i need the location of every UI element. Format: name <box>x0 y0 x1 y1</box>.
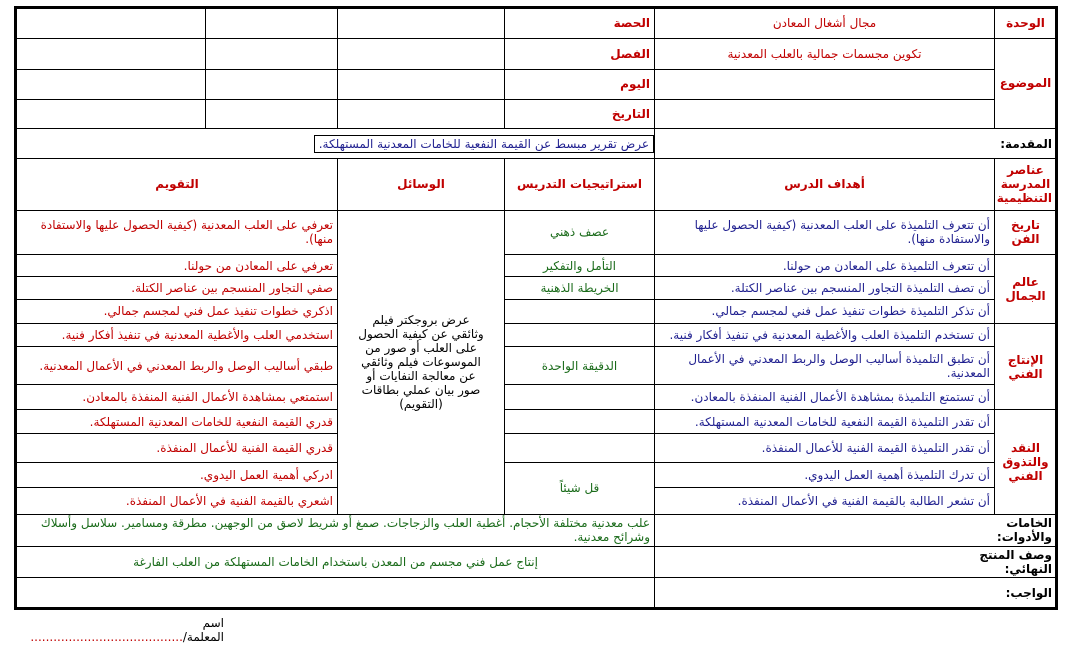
objective-cell: أن تتعرف التلميذة على العلب المعدنية (كيفية الحصول عليها والاستفادة منها). <box>655 210 995 254</box>
date-cell-2 <box>206 99 338 129</box>
evaluation-cell: قدري القيمة النفعية للخامات المعدنية المستهلكة. <box>17 409 338 433</box>
topic-label: الموضوع <box>995 38 1057 129</box>
evaluation-cell: استخدمي العلب والأغطية المعدنية في تنفيذ أفكار فنية. <box>17 324 338 346</box>
homework-row <box>17 578 1057 608</box>
evaluation-cell: صفي التجاور المنسجم بين عناصر الكتلة. <box>17 277 338 299</box>
teacher-signature-line <box>24 616 224 644</box>
intro-text-cell <box>17 129 655 159</box>
header-row-unit <box>17 9 1057 39</box>
objective-cell: أن تقدر التلميذة القيمة الفنية للأعمال المنفذة. <box>655 434 995 463</box>
strategy-cell: الخريطة الذهنية <box>505 277 655 299</box>
day-cell-2 <box>206 70 338 100</box>
evaluation-cell: استمتعي بمشاهدة الأعمال الفنية المنفذة بالمعادن. <box>17 385 338 409</box>
date-cell-1 <box>338 99 505 129</box>
objective-cell: أن تشعر الطالبة بالقيمة الفنية في الأعمال المنفذة. <box>655 488 995 515</box>
col-elements: عناصر المدرسة التنظيمية <box>995 158 1057 210</box>
class-label: الحصة <box>505 9 655 39</box>
media-text: عرض بروجكتر فيلم وثائقي عن كيفية الحصول على العلب أو صور من الموسوعات فيلم وثائقي عن معالجة النفايات أو صور بيان عملي بطاقات (التقويم) <box>358 313 484 412</box>
objective-cell: أن تدرك التلميذة أهمية العمل اليدوي. <box>655 462 995 488</box>
final-product-label: وصف المنتج النهائي: <box>655 546 1057 578</box>
strategy-cell: قل شيئاً <box>505 462 655 514</box>
header-row-date <box>17 99 1057 129</box>
objective-cell: أن تطبق التلميذة أساليب الوصل والربط المعدني في الأعمال المعدنية. <box>655 346 995 385</box>
intro-text: عرض تقرير مبسط عن القيمة النفعية للخامات المعدنية المستهلكة. <box>314 135 654 153</box>
unit-value: مجال أشغال المعادن <box>655 9 995 39</box>
date-value <box>655 99 995 129</box>
topic-value: تكوين مجسمات جمالية بالعلب المعدنية <box>655 38 995 70</box>
strategy-cell <box>505 324 655 346</box>
evaluation-cell: ادركي أهمية العمل اليدوي. <box>17 462 338 488</box>
class-cell-1 <box>338 9 505 39</box>
element-aesthetics: عالم الجمال <box>995 254 1057 323</box>
intro-row <box>17 129 1057 159</box>
evaluation-cell: تعرفي على المعادن من حولنا. <box>17 254 338 276</box>
header-row-topic <box>17 38 1057 70</box>
objective-row <box>17 277 1057 299</box>
strategy-cell: التأمل والتفكير <box>505 254 655 276</box>
day-cell-1 <box>338 70 505 100</box>
day-value <box>655 70 995 100</box>
objective-cell: أن تقدر التلميذة القيمة النفعية للخامات المعدنية المستهلكة. <box>655 409 995 433</box>
evaluation-cell: اشعري بالقيمة الفنية في الأعمال المنفذة. <box>17 488 338 515</box>
objective-row <box>17 210 1057 254</box>
objective-row <box>17 462 1057 488</box>
term-cell-1 <box>338 38 505 70</box>
objective-row <box>17 385 1057 409</box>
term-cell-2 <box>206 38 338 70</box>
col-evaluation: التقويم <box>17 158 338 210</box>
objective-row <box>17 346 1057 385</box>
date-label: التاريخ <box>505 99 655 129</box>
teacher-dots: ........................................ <box>30 630 183 644</box>
columns-header-row <box>17 158 1057 210</box>
class-cell-2 <box>206 9 338 39</box>
objective-cell: أن تستخدم التلميذة العلب والأغطية المعدنية في تنفيذ أفكار فنية. <box>655 324 995 346</box>
materials-text: علب معدنية مختلفة الأحجام. أغطية العلب والزجاجات. صمغ أو شريط لاصق من الوجهين. مطرقة ومسامير. سلاسل وأسلاك وشرائح معدنية. <box>17 514 655 546</box>
strategy-cell <box>505 409 655 433</box>
materials-row <box>17 514 1057 546</box>
date-cell-3 <box>17 99 206 129</box>
objective-row <box>17 299 1057 323</box>
materials-label: الخامات والأدوات: <box>655 514 1057 546</box>
objective-cell: أن تستمتع التلميذة بمشاهدة الأعمال الفنية المنفذة بالمعادن. <box>655 385 995 409</box>
col-objectives: أهداف الدرس <box>655 158 995 210</box>
objective-row <box>17 324 1057 346</box>
unit-label: الوحدة <box>995 9 1057 39</box>
col-strategies: استراتيجيات التدريس <box>505 158 655 210</box>
class-cell-3 <box>17 9 206 39</box>
col-media: الوسائل <box>338 158 505 210</box>
evaluation-cell: اذكري خطوات تنفيذ عمل فني لمجسم جمالي. <box>17 299 338 323</box>
evaluation-cell: تعرفي على العلب المعدنية (كيفية الحصول عليها والاستفادة منها). <box>17 210 338 254</box>
objective-row <box>17 254 1057 276</box>
strategy-cell <box>505 299 655 323</box>
objective-cell: أن تصف التلميذة التجاور المنسجم بين عناصر الكتلة. <box>655 277 995 299</box>
term-cell-3 <box>17 38 206 70</box>
media-cell <box>338 210 505 514</box>
objective-row <box>17 409 1057 433</box>
strategy-cell <box>505 434 655 463</box>
lesson-plan-table <box>16 8 1057 608</box>
element-criticism: النقد والتذوق الفني <box>995 409 1057 514</box>
evaluation-cell: قدري القيمة الفنية للأعمال المنفذة. <box>17 434 338 463</box>
element-art-production: الإنتاج الفني <box>995 324 1057 410</box>
strategy-cell: عصف ذهني <box>505 210 655 254</box>
element-art-history: تاريخ الفن <box>995 210 1057 254</box>
objective-row <box>17 434 1057 463</box>
day-cell-3 <box>17 70 206 100</box>
header-row-day <box>17 70 1057 100</box>
objective-cell: أن تتعرف التلميذة على المعادن من حولنا. <box>655 254 995 276</box>
final-product-row <box>17 546 1057 578</box>
strategy-cell: الدقيقة الواحدة <box>505 346 655 385</box>
intro-label: المقدمة: <box>655 129 1057 159</box>
homework-label: الواجب: <box>655 578 1057 608</box>
teacher-label: اسم المعلمة/ <box>182 616 224 644</box>
term-label: الفصل <box>505 38 655 70</box>
evaluation-cell: طبقي أساليب الوصل والربط المعدني في الأعمال المعدنية. <box>17 346 338 385</box>
homework-value <box>17 578 655 608</box>
final-product-text: إنتاج عمل فني مجسم من المعدن باستخدام الخامات المستهلكة من العلب الفارغة <box>17 546 655 578</box>
objective-cell: أن تذكر التلميذة خطوات تنفيذ عمل فني لمجسم جمالي. <box>655 299 995 323</box>
strategy-cell <box>505 385 655 409</box>
day-label: اليوم <box>505 70 655 100</box>
